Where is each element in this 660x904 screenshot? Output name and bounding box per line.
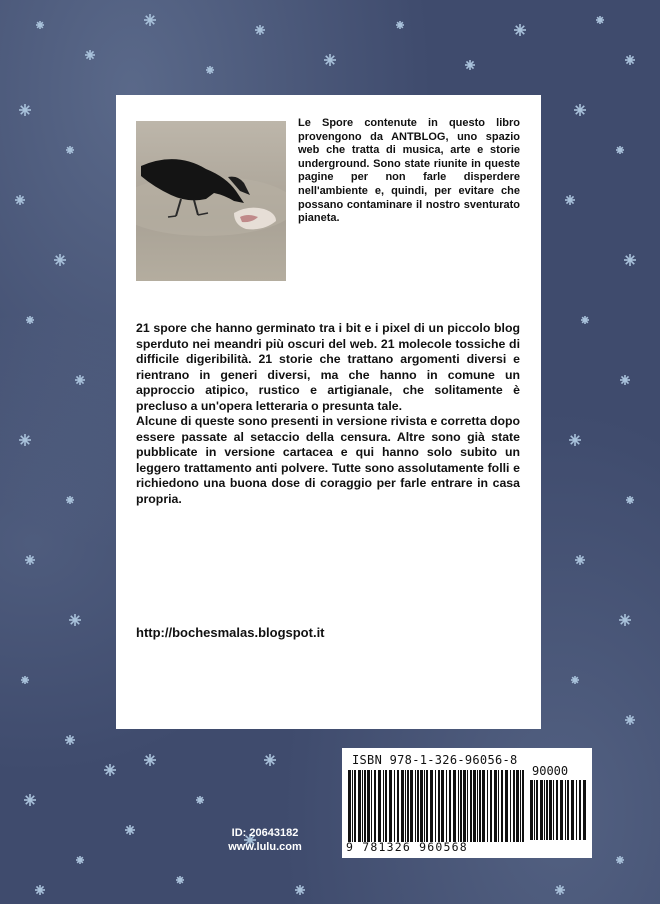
barcode-bar [410,770,413,842]
price-code: 90000 [532,764,569,778]
star-icon [626,496,634,504]
barcode-bar [546,780,548,840]
star-icon [19,434,31,446]
barcode-bar [460,770,462,842]
star-icon [54,254,66,266]
star-icon [144,754,156,766]
barcode-bar [449,770,451,842]
barcode-bar [513,770,515,842]
barcode-bar [435,770,436,842]
star-icon [396,21,404,29]
star-icon [565,195,575,205]
star-icon [104,764,116,776]
description-paragraph: Alcune di queste sono presenti in versione rivista e corretta dopo essere passate al setaccio della censura. Altre sono già state pubblicate in versione cartacea e qui hanno solo subito un leggero trattamento anti polvere. Tutte sono assolutamente folli e richiedono una buona dose di coraggio per farle entrare in casa propria. [136,414,520,506]
barcode-bar [348,770,351,842]
barcode-bar [510,770,511,842]
barcode-addon-icon [530,780,588,840]
barcode-bar [463,770,466,842]
star-icon [571,676,579,684]
barcode-bar [549,780,552,840]
barcode-bar [536,780,538,840]
barcode-bar [467,770,468,842]
barcode-bar [352,770,353,842]
star-icon [616,146,624,154]
barcode-bar [383,770,384,842]
star-icon [35,885,45,895]
barcode-bar [565,780,566,840]
barcode-main-icon [348,770,528,842]
star-icon [196,796,204,804]
barcode-bar [482,770,485,842]
barcode-bar [473,770,476,842]
barcode-bar [579,780,581,840]
barcode-bar [389,770,392,842]
barcode-bar [477,770,478,842]
star-icon [295,885,305,895]
barcode-bar [479,770,481,842]
barcode-bar [364,770,366,842]
barcode-bar [560,780,563,840]
intro-paragraph: Le Spore contenute in questo libro provengono da ANTBLOG, uno spazio web che tratta di musica, arte e storie underground. Sono state riunite in queste pagine per non farle disperdere nell'ambiente e, quindi, per evitare che possano contaminare il nostro sventurato pianeta. [298,117,520,225]
barcode-bar [430,770,433,842]
barcode-bar [458,770,459,842]
star-icon [324,54,336,66]
barcode-bar [501,770,503,842]
star-icon [206,66,214,74]
barcode-bar [453,770,456,842]
star-icon [555,885,565,895]
barcode-bar [424,770,425,842]
barcode-bar [358,770,361,842]
barcode-bar [420,770,423,842]
barcode-bar [441,770,444,842]
star-icon [575,555,585,565]
star-icon [574,104,586,116]
barcode-bar [494,770,497,842]
barcode-bar [470,770,472,842]
star-icon [255,25,265,35]
star-icon [264,754,276,766]
publisher-site: www.lulu.com [228,841,302,853]
text-panel [116,95,541,729]
barcode-bar [534,780,535,840]
star-icon [65,735,75,745]
blog-url[interactable]: http://bochesmalas.blogspot.it [136,625,325,640]
crow-photo [136,121,286,281]
star-icon [85,50,95,60]
star-icon [514,24,526,36]
barcode-bar [446,770,447,842]
star-icon [624,254,636,266]
barcode-bar [544,780,545,840]
star-icon [19,104,31,116]
barcode-bar [553,780,554,840]
publisher-info [222,826,308,854]
barcode-bar [374,770,376,842]
star-icon [144,14,156,26]
star-icon [176,876,184,884]
barcode-bar [487,770,488,842]
book-id: ID: 20643182 [231,827,299,839]
star-icon [125,825,135,835]
barcode-bar [394,770,395,842]
barcode-bar [556,780,558,840]
barcode-bar [354,770,356,842]
crow-icon [136,121,286,281]
star-icon [66,146,74,154]
barcode-bar [490,770,492,842]
ean-digits: 9 781326 960568 [346,840,468,854]
barcode-bar [362,770,363,842]
star-icon [21,676,29,684]
star-icon [75,375,85,385]
description-paragraph: 21 spore che hanno germinato tra i bit e i pixel di un piccolo blog sperduto nei meandri più oscuri del web. 21 molecole tossiche di difficile digeribilità. 21 storie che trattano argomenti diversi e rientrano in generi diversi, ma che hanno in comune un approccio atipico, rustico e artigianale, che solitamente è precluso a un'opera letteraria o presunta tale. [136,321,520,413]
barcode-bar [583,780,586,840]
star-icon [465,60,475,70]
barcode-bar [505,770,508,842]
star-icon [15,195,25,205]
barcode-bar [405,770,406,842]
star-icon [66,496,74,504]
star-icon [25,555,35,565]
barcode-bar [438,770,440,842]
star-icon [569,434,581,446]
barcode-bar [397,770,399,842]
star-icon [76,856,84,864]
star-icon [596,16,604,24]
barcode-bar [426,770,428,842]
barcode-bar [520,770,521,842]
barcode-bar [385,770,387,842]
star-icon [69,614,81,626]
isbn-number: ISBN 978-1-326-96056-8 [352,753,518,767]
barcode-bar [371,770,372,842]
isbn-barcode [342,748,592,858]
star-icon [625,715,635,725]
star-icon [581,316,589,324]
barcode-bar [540,780,543,840]
barcode-bar [367,770,370,842]
star-icon [26,316,34,324]
star-icon [619,614,631,626]
star-icon [625,55,635,65]
description [136,321,520,507]
star-icon [620,375,630,385]
star-icon [36,21,44,29]
barcode-bar [516,770,519,842]
barcode-bar [498,770,499,842]
barcode-bar [530,780,533,840]
barcode-bar [407,770,409,842]
barcode-bar [571,780,574,840]
star-icon [24,794,36,806]
star-icon [616,856,624,864]
barcode-bar [401,770,404,842]
barcode-bar [378,770,381,842]
barcode-bar [417,770,419,842]
barcode-bar [415,770,416,842]
barcode-bar [576,780,577,840]
barcode-bar [567,780,569,840]
barcode-bar [522,770,524,842]
